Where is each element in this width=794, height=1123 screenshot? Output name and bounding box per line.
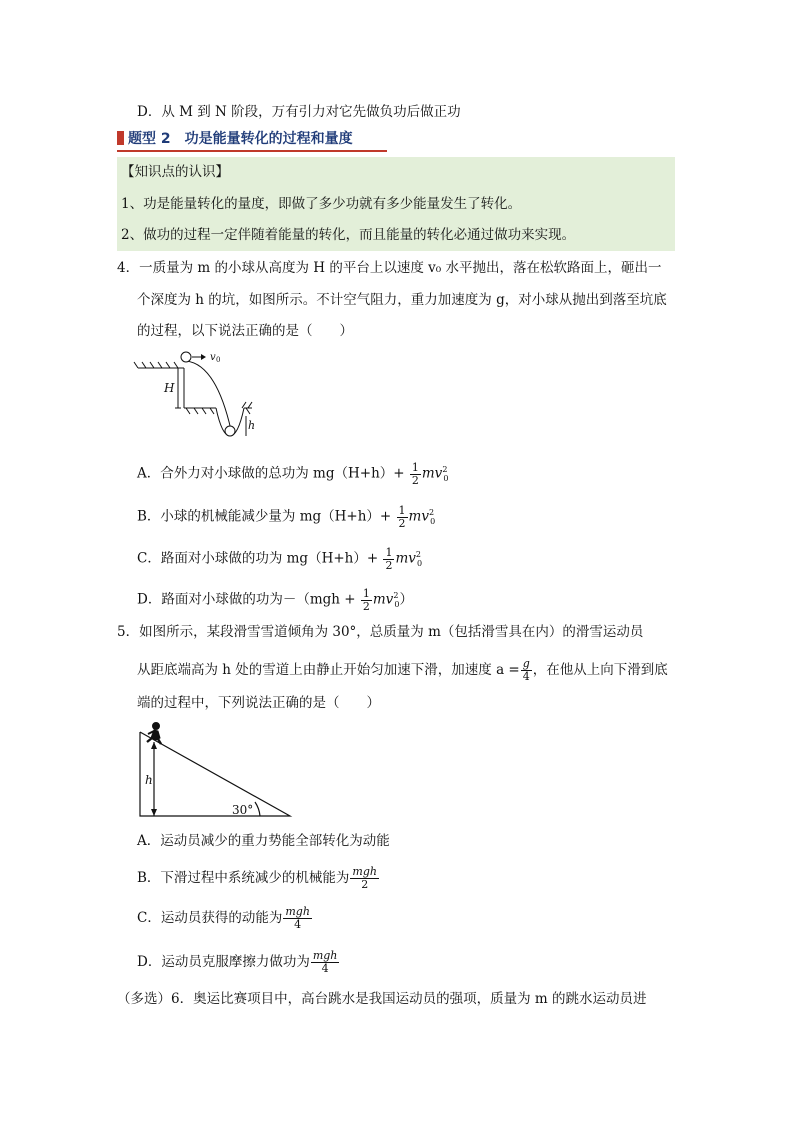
q4-stem-line-3: 的过程，以下说法正确的是（ ） (137, 323, 353, 339)
q4-option-c-text: C．路面对小球做的功为 mg（H+h）+ (137, 550, 379, 567)
q4-option-b[interactable]: B．小球的机械能减少量为 mg（H+h）+ $\frac{1}{2}$ $mv^2_0$ (137, 503, 436, 530)
q4-option-d-fraction: $\frac{1}{2}$ (362, 586, 370, 613)
heading-marker (117, 131, 124, 145)
q5-stem-line-1: 5．如图所示，某段滑雪雪道倾角为 30°，总质量为 m（包括滑雪具在内）的滑雪运动员 (117, 624, 644, 640)
q5-option-c[interactable] (137, 906, 313, 931)
q5-stem-line-2: 从距底端高为 h 处的雪道上由静止开始匀加速下滑，加速度 a = $\frac{g}{4}$ ，在他从上向下滑到底 (137, 657, 668, 683)
section-subtitle: 功是能量转化的过程和量度 (184, 131, 353, 147)
q4-option-a-fraction: $\frac{1}{2}$ (411, 460, 419, 487)
knowledge-point-2: 2、做功的过程一定伴随着能量的转化，而且能量的转化必通过做功来实现。 (121, 227, 576, 243)
q5-option-d-text: D．运动员克服摩擦力做功为 (137, 954, 310, 970)
q4-label-v-sub: 0 (216, 356, 221, 364)
q4-stem-line-2: 个深度为 h 的坑，如图所示。不计空气阻力，重力加速度为 g，对小球从抛出到落至坑底 (137, 292, 667, 308)
section-title: 题型 2 (128, 131, 171, 147)
q5-stem-line-3: 端的过程中，下列说法正确的是（ ） (137, 695, 380, 711)
q4-label-h: h (248, 419, 256, 432)
q5-option-b[interactable] (137, 866, 380, 891)
q5-label-angle: 30° (232, 803, 254, 817)
q4-option-a-text: A．合外力对小球做的总功为 mg（H+h）+ (137, 465, 405, 482)
section-heading (117, 128, 353, 150)
q5-option-b-fraction: $\frac{\text{mgh}}{2}$ (352, 865, 377, 891)
q4-option-c[interactable]: C．路面对小球做的功为 mg（H+h）+ $\frac{1}{2}$ $mv^2_0$ (137, 545, 423, 572)
q3-option-d: D．从 M 到 N 阶段，万有引力对它先做负功后做正功 (137, 104, 461, 120)
q5-option-a-text: A．运动员减少的重力势能全部转化为动能 (137, 833, 390, 849)
q6-stem-line-1: （多选）6．奥运比赛项目中，高台跳水是我国运动员的强项，质量为 m 的跳水运动员进 (117, 991, 647, 1007)
q4-stem-line-1: 4．一质量为 m 的小球从高度为 H 的平台上以速度 v₀ 水平抛出，落在松软路面上，砸出一 (117, 260, 662, 276)
knowledge-box (117, 157, 675, 251)
q5-slope-figure (134, 722, 296, 820)
heading-underline (117, 150, 387, 152)
q4-option-d-text: D．路面对小球做的功为－（mgh + (137, 591, 356, 608)
q5-option-a[interactable] (137, 831, 390, 851)
q5-option-c-text: C．运动员获得的动能为 (137, 910, 283, 926)
knowledge-point-1: 1、功是能量转化的量度，即做了多少功就有多少能量发生了转化。 (121, 196, 522, 212)
q4-option-b-fraction: $\frac{1}{2}$ (398, 503, 406, 530)
knowledge-title: 【知识点的认识】 (121, 164, 229, 180)
q5-option-d-fraction: $\frac{\text{mgh}}{4}$ (312, 949, 338, 975)
q5-option-c-fraction: $\frac{\text{mgh}}{4}$ (285, 905, 310, 931)
q4-option-a[interactable]: A．合外力对小球做的总功为 mg（H+h）+ $\frac{1}{2}$ $mv^2_0$ (137, 460, 449, 487)
q4-option-b-text: B．小球的机械能减少量为 mg（H+h）+ (137, 508, 392, 525)
q4-label-v: v (210, 352, 216, 363)
q4-projectile-figure (134, 350, 254, 442)
q4-label-H: H (164, 381, 175, 395)
q4-option-d[interactable]: D．路面对小球做的功为－（mgh + $\frac{1}{2}$ $mv^2_0$） (137, 586, 413, 613)
q5-option-b-text: B．下滑过程中系统减少的机械能为 (137, 870, 350, 886)
skier-icon (147, 723, 161, 745)
q4-option-c-fraction: $\frac{1}{2}$ (385, 545, 393, 572)
q5-label-h: h (145, 773, 153, 787)
q5-option-d[interactable] (137, 950, 340, 975)
q5-acceleration-fraction: $\frac{g}{4}$ (522, 657, 530, 683)
